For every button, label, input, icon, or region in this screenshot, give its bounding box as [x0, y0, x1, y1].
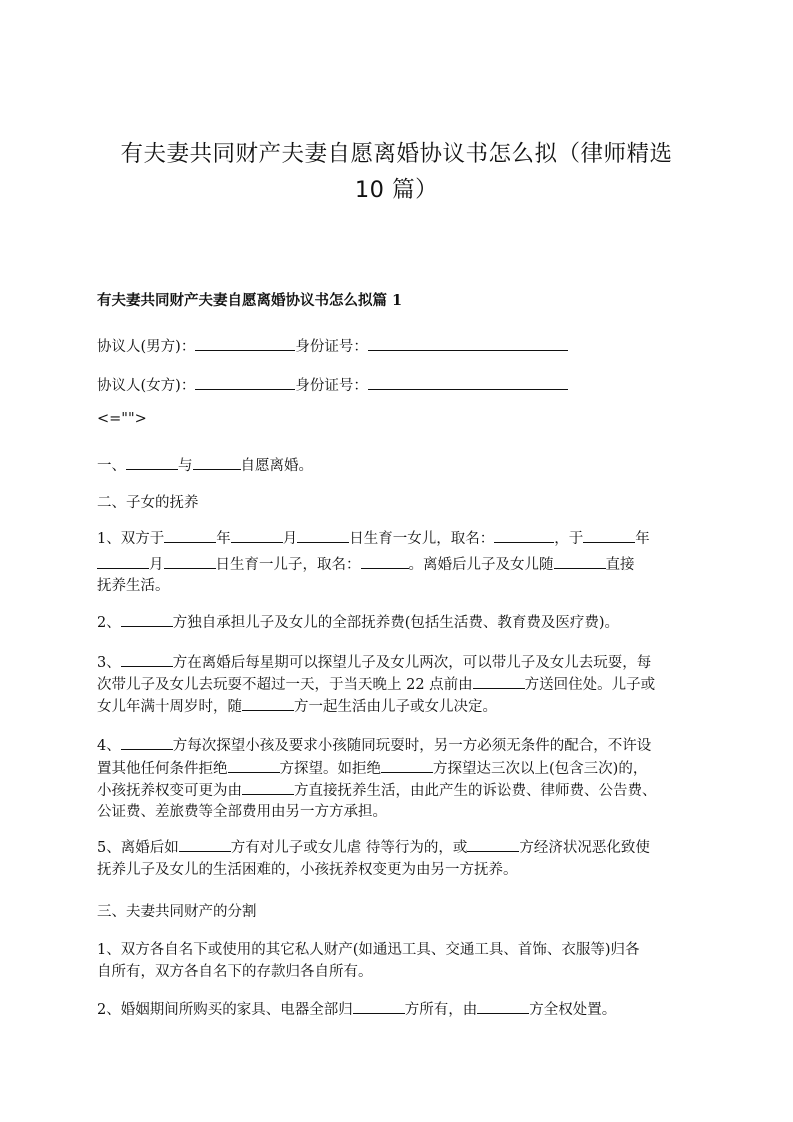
party-female-line [97, 374, 568, 395]
section-heading: 有夫妻共同财产夫妻自愿离婚协议书怎么拟篇 1 [97, 292, 403, 309]
blank-field [228, 760, 280, 773]
paragraph-4-line2 [97, 757, 647, 778]
blank-field [494, 530, 554, 543]
blank-field [164, 556, 216, 569]
paragraph-q1-line2: 自所有，双方各自名下的存款归各自所有。 [97, 964, 373, 980]
paragraph-3-line2 [97, 673, 655, 694]
blank-field [164, 530, 216, 543]
para-text: 置其他任何条件拒绝 [97, 761, 228, 777]
blank-field [554, 556, 606, 569]
party-male-line [97, 335, 568, 356]
blank-field [121, 654, 173, 667]
para-text: 方探望。如拒绝 [279, 761, 381, 777]
id-label: 身份证号： [295, 339, 368, 355]
para-text: 方经济状况恶化致使 [519, 840, 650, 856]
para-text: 2、 [97, 615, 121, 631]
item-text: 自愿离婚。 [240, 458, 313, 474]
para-text: 方有对儿子或女儿虐 待等行为的，或 [230, 840, 468, 856]
blank-field [368, 338, 568, 351]
blank-field [353, 1001, 405, 1014]
para-text: 2、婚姻期间所购买的家具、电器全部归 [97, 1002, 353, 1018]
paragraph-1-line2 [97, 553, 635, 574]
paragraph-q2 [97, 998, 616, 1019]
para-text: ，于 [554, 531, 584, 547]
paragraph-3-line1 [97, 651, 651, 672]
blank-field [193, 457, 241, 470]
para-text: 女儿年满十周岁时，随 [97, 699, 242, 715]
blank-field [195, 377, 295, 390]
document-title-line2: 10 篇） [354, 177, 439, 203]
para-text: 4、 [97, 738, 121, 754]
document-title-line1: 有夫妻共同财产夫妻自愿离婚协议书怎么拟（律师精选 [120, 141, 673, 167]
blank-field [195, 338, 295, 351]
id-label: 身份证号： [295, 378, 368, 394]
blank-field [121, 614, 173, 627]
markup-artifact: <=""> [97, 411, 147, 427]
blank-field [381, 760, 433, 773]
blank-field [126, 457, 178, 470]
para-text: 直接 [605, 557, 635, 573]
party-female-label: 协议人(女方)： [97, 378, 196, 394]
para-text: 月 [282, 531, 298, 547]
para-text: 方一起生活由儿子或女儿决定。 [294, 699, 497, 715]
blank-field [361, 556, 409, 569]
para-text: 。离婚后儿子及女儿随 [408, 557, 554, 573]
blank-field [583, 530, 635, 543]
paragraph-5-line2: 抚养儿子及女儿的生活困难的，小孩抚养权变更为由另一方抚养。 [97, 862, 518, 878]
para-text: 小孩抚养权变可更为由 [97, 783, 242, 799]
blank-field [179, 839, 231, 852]
para-text: 年 [635, 531, 650, 547]
para-text: 5、离婚后如 [97, 840, 179, 856]
para-text: 方每次探望小孩及要求小孩随同玩耍时，另一方必须无条件的配合，不许设 [172, 738, 652, 754]
blank-field [242, 782, 294, 795]
para-text: 年 [216, 531, 231, 547]
para-text: 日生育一儿子，取名： [215, 557, 361, 573]
para-text: 方探望达三次以上(包含三次)的， [433, 761, 648, 777]
paragraph-1-line1 [97, 527, 650, 548]
para-text: 次带儿子及女儿去玩耍不超过一天，于当天晚上 22 点前由 [97, 677, 473, 693]
paragraph-1-line3: 抚养生活。 [97, 578, 170, 594]
paragraph-4-line4: 公证费、差旅费等全部费用由另一方方承担。 [97, 804, 387, 820]
para-text: 方全权处置。 [529, 1002, 617, 1018]
blank-field [473, 676, 525, 689]
paragraph-3-line3 [97, 695, 497, 716]
para-text: 方所有，由 [404, 1002, 478, 1018]
para-text: 月 [149, 557, 164, 573]
blank-field [121, 737, 173, 750]
blank-field [467, 839, 519, 852]
paragraph-4-line1 [97, 734, 651, 755]
section3-heading: 三、夫妻共同财产的分割 [97, 904, 257, 920]
blank-field [242, 698, 294, 711]
para-text: 方独自承担儿子及女儿的全部抚养费(包括生活费、教育费及医疗费)。 [172, 615, 620, 631]
blank-field [97, 556, 149, 569]
blank-field [477, 1001, 529, 1014]
blank-field [297, 530, 349, 543]
paragraph-4-line3 [97, 779, 657, 800]
item-1 [97, 454, 313, 475]
item-text: 与 [178, 458, 193, 474]
para-text: 方送回住处。儿子或 [524, 677, 656, 693]
paragraph-5-line1 [97, 836, 650, 857]
para-text: 3、 [97, 655, 121, 671]
para-text: 方直接抚养生活，由此产生的诉讼费、律师费、公告费、 [294, 783, 657, 799]
para-text: 1、双方于 [97, 531, 165, 547]
blank-field [368, 377, 568, 390]
paragraph-q1-line1: 1、双方各自名下或使用的其它私人财产(如通迅工具、交通工具、首饰、衣服等)归各 [97, 942, 640, 958]
blank-field [231, 530, 283, 543]
party-male-label: 协议人(男方)： [97, 339, 196, 355]
para-text: 日生育一女儿，取名： [349, 531, 495, 547]
para-text: 方在离婚后每星期可以探望儿子及女儿两次，可以带儿子及女儿去玩耍，每 [172, 655, 652, 671]
paragraph-2 [97, 611, 619, 632]
item-text: 一、 [97, 458, 126, 474]
section2-heading: 二、子女的抚养 [97, 495, 199, 511]
